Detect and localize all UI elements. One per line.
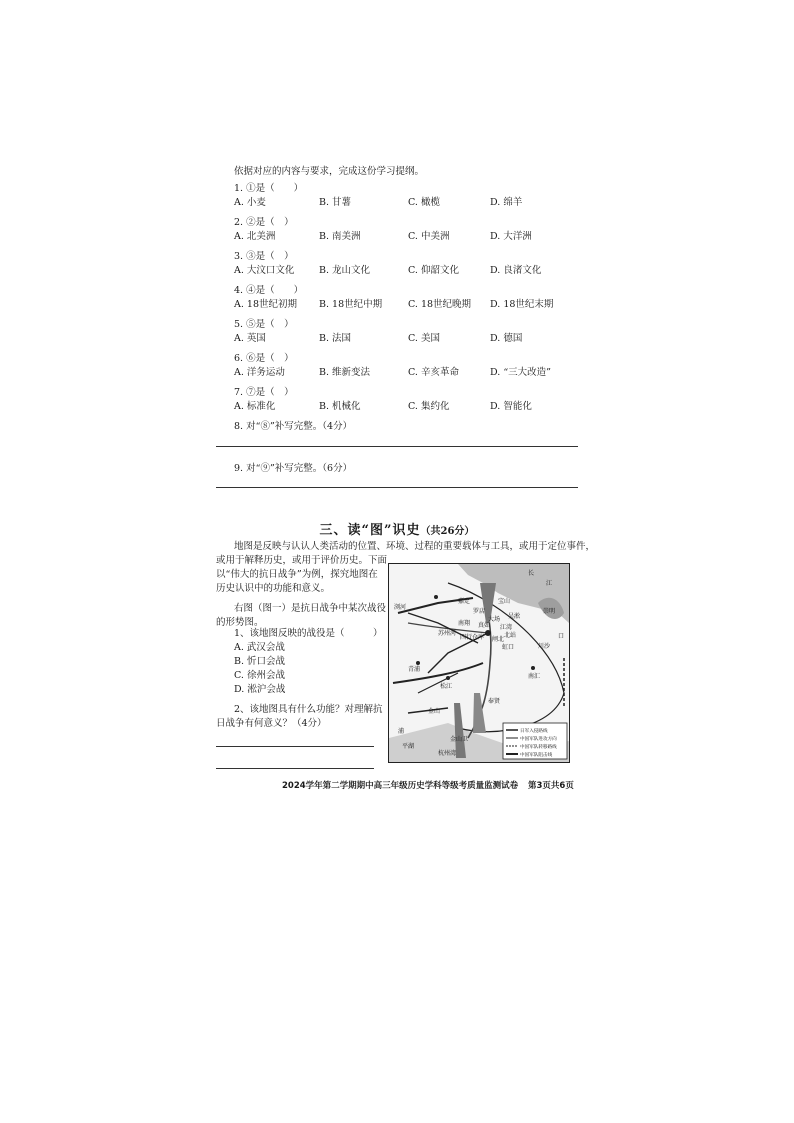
question-3-option-d[interactable]: D. 良渚文化 bbox=[490, 265, 542, 276]
question-4-option-a[interactable]: A. 18世纪初期 bbox=[234, 299, 297, 310]
question-1-option-c[interactable]: C. 橄榄 bbox=[408, 197, 440, 208]
legend-item-4: 中国军队阻击线 bbox=[520, 753, 553, 758]
section-q1-option-d[interactable]: D. 淞沪会战 bbox=[234, 684, 286, 695]
question-5-option-a[interactable]: A. 英国 bbox=[234, 333, 266, 344]
question-2-option-b[interactable]: B. 南美洲 bbox=[319, 231, 361, 242]
legend-item-2: 中国军队进攻方向 bbox=[520, 737, 557, 742]
question-4-option-c[interactable]: C. 18世纪晚期 bbox=[408, 299, 472, 310]
question-3-option-c[interactable]: C. 仰韶文化 bbox=[408, 265, 459, 276]
answer-line-8[interactable] bbox=[216, 446, 578, 447]
section-q1-stem: 1、该地图反映的战役是（ ） bbox=[234, 628, 383, 639]
city-marker-jiading bbox=[434, 595, 438, 599]
question-6-option-a[interactable]: A. 洋务运动 bbox=[234, 367, 285, 378]
question-3-option-a[interactable]: A. 大汶口文化 bbox=[234, 265, 295, 276]
section-q2-line-2: 日战争有何意义？（4分） bbox=[216, 718, 327, 729]
map-label-jiangwan: 江湾 bbox=[500, 624, 513, 631]
question-1-option-d[interactable]: D. 绵羊 bbox=[490, 197, 523, 208]
question-2-option-c[interactable]: C. 中美洲 bbox=[408, 231, 450, 242]
map-label-zhabei: 闸北 bbox=[492, 636, 505, 643]
city-marker-shanghai bbox=[485, 630, 491, 636]
paragraph-line-4: 历史认识中的功能和意义。 bbox=[216, 583, 331, 594]
question-5-option-d[interactable]: D. 德国 bbox=[490, 333, 523, 344]
map-label-sihang: 四行仓库 bbox=[460, 634, 485, 641]
map-label-jinshanwei: 金山卫 bbox=[450, 736, 469, 743]
question-9: 9. 对“⑨”补写完整。（6分） bbox=[234, 463, 353, 474]
paragraph-line-3: 以“伟大的抗日战争”为例，探究地图在 bbox=[216, 569, 378, 580]
map-label-hangzhouwan: 杭州湾 bbox=[438, 750, 457, 757]
question-6-option-b[interactable]: B. 维新变法 bbox=[319, 367, 371, 378]
question-1-option-a[interactable]: A. 小麦 bbox=[234, 197, 266, 208]
intro-text: 依据对应的内容与要求，完成这份学习提纲。 bbox=[234, 166, 425, 177]
question-7-stem: 7. ⑦是（ ） bbox=[234, 387, 294, 398]
question-1-stem: 1. ①是（ ） bbox=[234, 183, 304, 194]
map-label-luodian: 罗店 bbox=[473, 608, 486, 615]
map-label-fengxian: 奉贤 bbox=[488, 698, 501, 705]
question-4-stem: 4. ④是（ ） bbox=[234, 285, 304, 296]
map-label-hongkou: 虹口 bbox=[502, 644, 515, 651]
question-5-option-b[interactable]: B. 法国 bbox=[319, 333, 352, 344]
question-1-option-b[interactable]: B. 甘薯 bbox=[319, 197, 352, 208]
city-marker-nanhui bbox=[531, 666, 535, 670]
map-label-pinghu: 平湖 bbox=[402, 743, 415, 750]
question-8: 8. 对“⑧”补写完整。（4分） bbox=[234, 421, 353, 432]
section-q1-option-a[interactable]: A. 武汉会战 bbox=[234, 642, 285, 653]
map-label-jiading: 嘉定 bbox=[458, 598, 471, 605]
map-label-zhenru: 真如 bbox=[478, 622, 491, 629]
answer-line-9[interactable] bbox=[216, 487, 578, 488]
answer-line-q2-b[interactable] bbox=[216, 768, 374, 769]
question-2-option-a[interactable]: A. 北美洲 bbox=[234, 231, 276, 242]
question-2-stem: 2. ②是（ ） bbox=[234, 217, 294, 228]
city-marker-qingpu bbox=[416, 661, 420, 665]
section-title bbox=[0, 519, 794, 538]
section-title-text: 三、读“图”识史 bbox=[319, 523, 421, 538]
question-4-option-d[interactable]: D. 18世纪末期 bbox=[490, 299, 554, 310]
map-label-chang: 长 bbox=[528, 570, 535, 577]
question-7-option-d[interactable]: D. 智能化 bbox=[490, 401, 532, 412]
question-6-option-c[interactable]: C. 辛亥革命 bbox=[408, 367, 459, 378]
question-6-stem: 6. ⑥是（ ） bbox=[234, 353, 294, 364]
footer-page: 第3页共6页 bbox=[528, 781, 574, 791]
paragraph-line-1: 地图是反映与认认人类活动的位置、环境、过程的重要载体与工具，或用于定位事件， bbox=[234, 541, 596, 552]
question-2-option-d[interactable]: D. 大洋洲 bbox=[490, 231, 532, 242]
answer-line-q2-a[interactable] bbox=[216, 746, 374, 747]
question-3-option-b[interactable]: B. 龙山文化 bbox=[319, 265, 371, 276]
city-marker-songjiang bbox=[446, 676, 450, 680]
map-label-suzhouhe: 苏州河 bbox=[438, 630, 457, 637]
question-5-option-c[interactable]: C. 美国 bbox=[408, 333, 440, 344]
question-7-option-a[interactable]: A. 标准化 bbox=[234, 401, 276, 412]
map-label-songjiang: 松江 bbox=[440, 683, 453, 690]
question-3-stem: 3. ③是（ ） bbox=[234, 251, 294, 262]
question-6-option-d[interactable]: D. “三大改造” bbox=[490, 367, 552, 378]
footer-title: 2024学年第二学期期中高三年级历史学科等级考质量监测试卷 bbox=[282, 781, 519, 791]
battle-map bbox=[388, 563, 570, 763]
legend-item-1: 日军入侵路线 bbox=[520, 729, 548, 734]
section-q1-option-b[interactable]: B. 忻口会战 bbox=[234, 656, 286, 667]
section-q1-option-c[interactable]: C. 徐州会战 bbox=[234, 670, 285, 681]
map-label-chuansha: 川沙 bbox=[538, 643, 551, 650]
question-7-option-c[interactable]: C. 集约化 bbox=[408, 401, 450, 412]
map-label-qingpu: 青浦 bbox=[408, 666, 421, 673]
map-label-jinshan: 金山 bbox=[428, 708, 441, 715]
legend-item-3: 中国军队转移路线 bbox=[520, 745, 557, 750]
map-label-baoshan: 宝山 bbox=[498, 598, 511, 605]
map-label-nanxiang: 南翔 bbox=[458, 620, 471, 627]
map-label-jiang: 江 bbox=[546, 580, 553, 587]
question-4-option-b[interactable]: B. 18世纪中期 bbox=[319, 299, 383, 310]
map-label-nanhui: 南汇 bbox=[528, 673, 541, 680]
map-label-pu: 浦 bbox=[398, 728, 405, 735]
paragraph-line-2: 或用于解释历史，或用于评价历史。下面 bbox=[216, 555, 388, 566]
paragraph-line-5: 右图（图一）是抗日战争中某次战役 bbox=[234, 603, 387, 614]
section-q2-line-1: 2、该地图具有什么功能？对理解抗 bbox=[234, 704, 383, 715]
question-7-option-b[interactable]: B. 机械化 bbox=[319, 401, 361, 412]
map-label-beizhan: 北站 bbox=[504, 632, 517, 639]
map-label-liuhe: 浏河 bbox=[394, 604, 407, 611]
map-label-kou: 口 bbox=[558, 633, 565, 640]
question-5-stem: 5. ⑤是（ ） bbox=[234, 319, 294, 330]
map-label-chongming: 崇明 bbox=[543, 608, 556, 615]
map-label-dachang: 大场 bbox=[488, 616, 501, 623]
paragraph-line-6: 的形势图。 bbox=[216, 617, 264, 628]
section-points: （共26分） bbox=[420, 526, 475, 537]
map-label-wusong: 吴淞 bbox=[508, 613, 521, 620]
